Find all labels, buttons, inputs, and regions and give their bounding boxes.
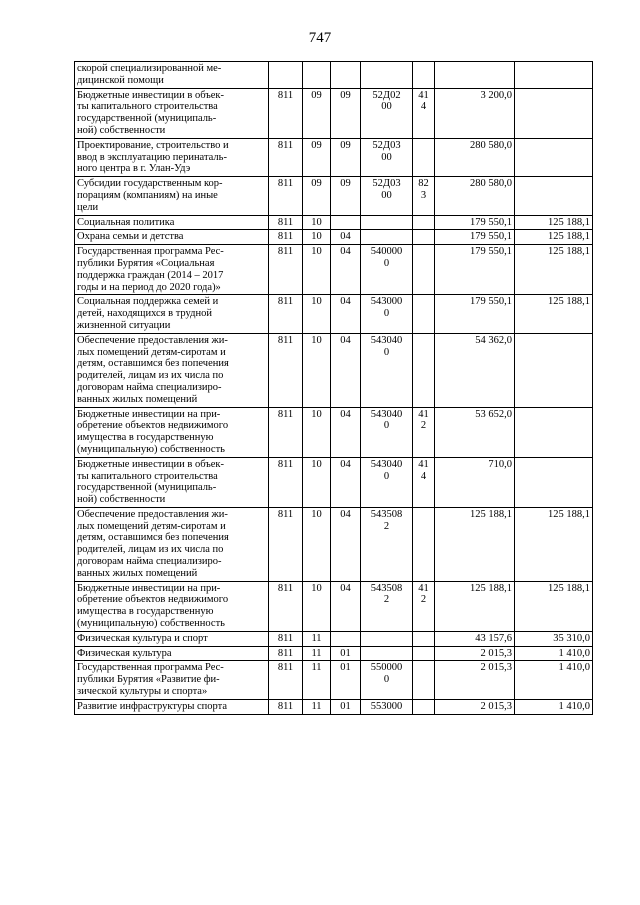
amount-1-cell: 179 550,1 — [435, 215, 515, 230]
cell-line: 550000 — [370, 662, 403, 674]
row-name-cell — [75, 407, 269, 457]
cell-line: годы и на период до 2020 года)» — [77, 281, 221, 293]
table-row — [75, 177, 593, 215]
table-row — [75, 646, 593, 661]
target-article-cell — [361, 407, 413, 457]
cell-line: порациям (компаниям) на иные — [77, 189, 218, 201]
cell-line: Обеспечение предоставления жи- — [77, 508, 228, 520]
row-name-cell — [75, 230, 269, 245]
cell-line: обретение объектов недвижимого — [77, 420, 229, 432]
table-row — [75, 631, 593, 646]
target-article-cell — [361, 661, 413, 699]
amount-2-cell — [515, 407, 593, 457]
cell-line: 543040 — [370, 334, 403, 346]
table-row — [75, 457, 593, 507]
amount-1-cell: 179 550,1 — [435, 245, 515, 295]
ved-code-cell: 811 — [269, 230, 303, 245]
amount-2-cell — [515, 177, 593, 215]
amount-2-cell: 1 410,0 — [515, 699, 593, 714]
target-article-cell — [361, 245, 413, 295]
cell-line: ввод в эксплуатацию перинаталь- — [77, 151, 227, 163]
table-row — [75, 333, 593, 407]
cell-line: ванных жилых помещений — [77, 567, 198, 579]
cell-line: 543508 — [370, 508, 403, 520]
amount-2-cell: 125 188,1 — [515, 245, 593, 295]
ved-code-cell: 811 — [269, 177, 303, 215]
cell-line: 52Д03 — [372, 139, 401, 151]
amount-1-cell: 53 652,0 — [435, 407, 515, 457]
amount-1-cell: 179 550,1 — [435, 230, 515, 245]
cell-line: жизненной ситуации — [77, 319, 171, 331]
ved-code-cell — [269, 62, 303, 89]
section-code-cell: 09 — [303, 88, 331, 138]
page-number: 747 — [308, 30, 332, 46]
cell-line: 41 — [418, 582, 429, 594]
amount-2-cell — [515, 62, 593, 89]
ved-code-cell: 811 — [269, 215, 303, 230]
subsection-code-cell: 04 — [331, 581, 361, 631]
amount-1-cell: 43 157,6 — [435, 631, 515, 646]
target-article-cell — [361, 457, 413, 507]
cell-line: договорам найма специализиро- — [77, 381, 222, 393]
subsection-code-cell: 09 — [331, 177, 361, 215]
cell-line: 543508 — [370, 582, 403, 594]
cell-line: детям, оставшимся без попечения — [77, 532, 229, 544]
section-code-cell: 10 — [303, 507, 331, 581]
cell-line: государственной (муниципаль- — [77, 113, 217, 125]
subsection-code-cell: 04 — [331, 230, 361, 245]
subsection-code-cell: 09 — [331, 138, 361, 176]
cell-line: Проектирование, строительство и — [77, 139, 229, 151]
ved-code-cell: 811 — [269, 295, 303, 333]
ved-code-cell: 811 — [269, 245, 303, 295]
ved-code-cell: 811 — [269, 407, 303, 457]
amount-2-cell: 1 410,0 — [515, 661, 593, 699]
section-code-cell: 11 — [303, 661, 331, 699]
ved-code-cell: 811 — [269, 631, 303, 646]
ved-code-cell: 811 — [269, 646, 303, 661]
amount-2-cell: 125 188,1 — [515, 215, 593, 230]
cell-line: 52Д02 — [372, 89, 401, 101]
amount-1-cell: 2 015,3 — [435, 646, 515, 661]
cell-line: Физическая культура и спорт — [77, 632, 208, 644]
cell-line: 543000 — [370, 296, 403, 308]
cell-line: Охрана семьи и детства — [77, 231, 184, 243]
amount-2-cell: 125 188,1 — [515, 295, 593, 333]
cell-line: 00 — [381, 101, 392, 113]
amount-2-cell: 1 410,0 — [515, 646, 593, 661]
cell-line: 4 — [420, 470, 427, 482]
cell-line: Бюджетные инвестиции на при- — [77, 408, 221, 420]
cell-line: 4 — [420, 101, 427, 113]
cell-line: родителей, лицам из их числа по — [77, 370, 224, 382]
cell-line: Физическая культура — [77, 647, 172, 659]
amount-2-cell: 125 188,1 — [515, 581, 593, 631]
cell-line: 0 — [383, 674, 390, 686]
cell-line: 0 — [383, 470, 390, 482]
target-article-cell — [361, 138, 413, 176]
amount-2-cell — [515, 138, 593, 176]
subsection-code-cell — [331, 215, 361, 230]
section-code-cell: 11 — [303, 631, 331, 646]
cell-line: Обеспечение предоставления жи- — [77, 334, 228, 346]
expense-type-cell — [413, 631, 435, 646]
cell-line: Субсидии государственным кор- — [77, 178, 223, 190]
amount-1-cell: 2 015,3 — [435, 661, 515, 699]
cell-line: публики Бурятия «Развитие фи- — [77, 674, 220, 686]
row-name-cell — [75, 699, 269, 714]
cell-line: 0 — [383, 420, 390, 432]
expense-type-cell — [413, 88, 435, 138]
cell-line: лых помещений детям-сиротам и — [77, 346, 226, 358]
section-code-cell: 10 — [303, 245, 331, 295]
amount-1-cell: 125 188,1 — [435, 581, 515, 631]
table-row — [75, 215, 593, 230]
cell-line: 41 — [418, 408, 429, 420]
target-article-cell — [361, 699, 413, 714]
ved-code-cell: 811 — [269, 88, 303, 138]
cell-line: 41 — [418, 458, 429, 470]
cell-line: ной) собственности — [77, 494, 166, 506]
amount-1-cell: 3 200,0 — [435, 88, 515, 138]
row-name-cell — [75, 333, 269, 407]
expense-type-cell — [413, 646, 435, 661]
cell-line: (муниципальную) собственность — [77, 443, 225, 455]
row-name-cell — [75, 457, 269, 507]
amount-2-cell: 125 188,1 — [515, 507, 593, 581]
amount-2-cell — [515, 333, 593, 407]
expense-type-cell — [413, 581, 435, 631]
subsection-code-cell: 01 — [331, 646, 361, 661]
cell-line: лых помещений детям-сиротам и — [77, 520, 226, 532]
amount-2-cell: 35 310,0 — [515, 631, 593, 646]
subsection-code-cell: 04 — [331, 295, 361, 333]
expense-type-cell — [413, 507, 435, 581]
section-code-cell: 10 — [303, 215, 331, 230]
subsection-code-cell: 09 — [331, 88, 361, 138]
target-article-cell — [361, 215, 413, 230]
cell-line: ты капитального строительства — [77, 470, 218, 482]
cell-line: 0 — [383, 257, 390, 269]
table-row — [75, 138, 593, 176]
target-article-cell — [361, 88, 413, 138]
cell-line: ной) собственности — [77, 124, 166, 136]
cell-line: 2 — [420, 594, 427, 606]
amount-1-cell: 54 362,0 — [435, 333, 515, 407]
row-name-cell — [75, 62, 269, 89]
ved-code-cell: 811 — [269, 699, 303, 714]
ved-code-cell: 811 — [269, 333, 303, 407]
section-code-cell: 10 — [303, 407, 331, 457]
cell-line: Развитие инфраструктуры спорта — [77, 700, 228, 712]
subsection-code-cell: 04 — [331, 333, 361, 407]
amount-1-cell: 280 580,0 — [435, 138, 515, 176]
row-name-cell — [75, 646, 269, 661]
cell-line: 52Д03 — [372, 178, 401, 190]
cell-line: ного центра в г. Улан-Удэ — [77, 163, 191, 175]
cell-line: 41 — [418, 89, 429, 101]
cell-line: родителей, лицам из их числа по — [77, 544, 224, 556]
cell-line: имущества в государственную — [77, 432, 214, 444]
row-name-cell — [75, 581, 269, 631]
section-code-cell: 11 — [303, 699, 331, 714]
subsection-code-cell: 04 — [331, 407, 361, 457]
cell-line: цели — [77, 201, 99, 213]
subsection-code-cell — [331, 631, 361, 646]
cell-line: 540000 — [370, 246, 403, 258]
ved-code-cell: 811 — [269, 507, 303, 581]
row-name-cell — [75, 215, 269, 230]
cell-line: ванных жилых помещений — [77, 393, 198, 405]
expense-type-cell — [413, 138, 435, 176]
table-row — [75, 507, 593, 581]
ved-code-cell: 811 — [269, 138, 303, 176]
amount-1-cell: 179 550,1 — [435, 295, 515, 333]
target-article-cell — [361, 177, 413, 215]
budget-table-body — [75, 62, 593, 715]
cell-line: Социальная политика — [77, 216, 175, 228]
table-row — [75, 88, 593, 138]
cell-line: Государственная программа Рес- — [77, 662, 224, 674]
cell-line: 2 — [420, 420, 427, 432]
section-code-cell: 10 — [303, 581, 331, 631]
target-article-cell — [361, 646, 413, 661]
row-name-cell — [75, 88, 269, 138]
amount-1-cell: 710,0 — [435, 457, 515, 507]
cell-line: зической культуры и спорта» — [77, 686, 208, 698]
target-article-cell — [361, 631, 413, 646]
expense-type-cell — [413, 699, 435, 714]
cell-line: 543040 — [370, 408, 403, 420]
table-row — [75, 62, 593, 89]
cell-line: государственной (муниципаль- — [77, 482, 217, 494]
cell-line: 00 — [381, 189, 392, 201]
expense-type-cell — [413, 177, 435, 215]
row-name-cell — [75, 631, 269, 646]
expense-type-cell — [413, 215, 435, 230]
cell-line: Бюджетные инвестиции на при- — [77, 582, 221, 594]
table-row — [75, 661, 593, 699]
cell-line: 553000 — [370, 700, 403, 712]
section-code-cell: 11 — [303, 646, 331, 661]
row-name-cell — [75, 138, 269, 176]
cell-line: имущества в государственную — [77, 606, 214, 618]
expense-type-cell — [413, 407, 435, 457]
cell-line: детям, оставшимся без попечения — [77, 358, 229, 370]
expense-type-cell — [413, 230, 435, 245]
amount-1-cell: 280 580,0 — [435, 177, 515, 215]
budget-table — [74, 61, 593, 715]
ved-code-cell: 811 — [269, 661, 303, 699]
subsection-code-cell: 04 — [331, 507, 361, 581]
cell-line: публики Бурятия «Социальная — [77, 257, 215, 269]
table-row — [75, 581, 593, 631]
subsection-code-cell: 01 — [331, 661, 361, 699]
expense-type-cell — [413, 661, 435, 699]
cell-line: договорам найма специализиро- — [77, 556, 222, 568]
amount-2-cell — [515, 88, 593, 138]
table-row — [75, 295, 593, 333]
amount-1-cell: 2 015,3 — [435, 699, 515, 714]
cell-line: 3 — [420, 189, 427, 201]
cell-line: 2 — [383, 520, 390, 532]
section-code-cell: 10 — [303, 230, 331, 245]
table-row — [75, 407, 593, 457]
cell-line: обретение объектов недвижимого — [77, 594, 229, 606]
amount-2-cell — [515, 457, 593, 507]
cell-line: Государственная программа Рес- — [77, 246, 224, 258]
cell-line: 2 — [383, 594, 390, 606]
cell-line: поддержка граждан (2014 – 2017 — [77, 269, 224, 281]
target-article-cell — [361, 581, 413, 631]
section-code-cell: 09 — [303, 138, 331, 176]
table-row — [75, 230, 593, 245]
target-article-cell — [361, 507, 413, 581]
row-name-cell — [75, 507, 269, 581]
subsection-code-cell: 01 — [331, 699, 361, 714]
cell-line: ты капитального строительства — [77, 101, 218, 113]
row-name-cell — [75, 177, 269, 215]
section-code-cell: 10 — [303, 457, 331, 507]
cell-line: 82 — [418, 178, 429, 190]
section-code-cell — [303, 62, 331, 89]
row-name-cell — [75, 661, 269, 699]
cell-line: скорой специализированной ме- — [77, 63, 222, 74]
section-code-cell: 10 — [303, 333, 331, 407]
row-name-cell — [75, 295, 269, 333]
ved-code-cell: 811 — [269, 581, 303, 631]
table-row — [75, 245, 593, 295]
cell-line: 0 — [383, 346, 390, 358]
target-article-cell — [361, 62, 413, 89]
expense-type-cell — [413, 62, 435, 89]
subsection-code-cell — [331, 62, 361, 89]
subsection-code-cell: 04 — [331, 245, 361, 295]
cell-line: детей, находящихся в трудной — [77, 308, 212, 320]
cell-line: (муниципальную) собственность — [77, 618, 225, 630]
section-code-cell: 09 — [303, 177, 331, 215]
target-article-cell — [361, 230, 413, 245]
subsection-code-cell: 04 — [331, 457, 361, 507]
cell-line: дицинской помощи — [77, 74, 164, 86]
ved-code-cell: 811 — [269, 457, 303, 507]
target-article-cell — [361, 295, 413, 333]
table-row — [75, 699, 593, 714]
row-name-cell — [75, 245, 269, 295]
amount-1-cell: 125 188,1 — [435, 507, 515, 581]
expense-type-cell — [413, 245, 435, 295]
cell-line: Социальная поддержка семей и — [77, 296, 219, 308]
expense-type-cell — [413, 295, 435, 333]
amount-1-cell — [435, 62, 515, 89]
section-code-cell: 10 — [303, 295, 331, 333]
cell-line: Бюджетные инвестиции в объек- — [77, 89, 225, 101]
cell-line: 0 — [383, 308, 390, 320]
target-article-cell — [361, 333, 413, 407]
cell-line: 00 — [381, 151, 392, 163]
cell-line: Бюджетные инвестиции в объек- — [77, 458, 225, 470]
expense-type-cell — [413, 333, 435, 407]
amount-2-cell: 125 188,1 — [515, 230, 593, 245]
cell-line: 543040 — [370, 458, 403, 470]
expense-type-cell — [413, 457, 435, 507]
